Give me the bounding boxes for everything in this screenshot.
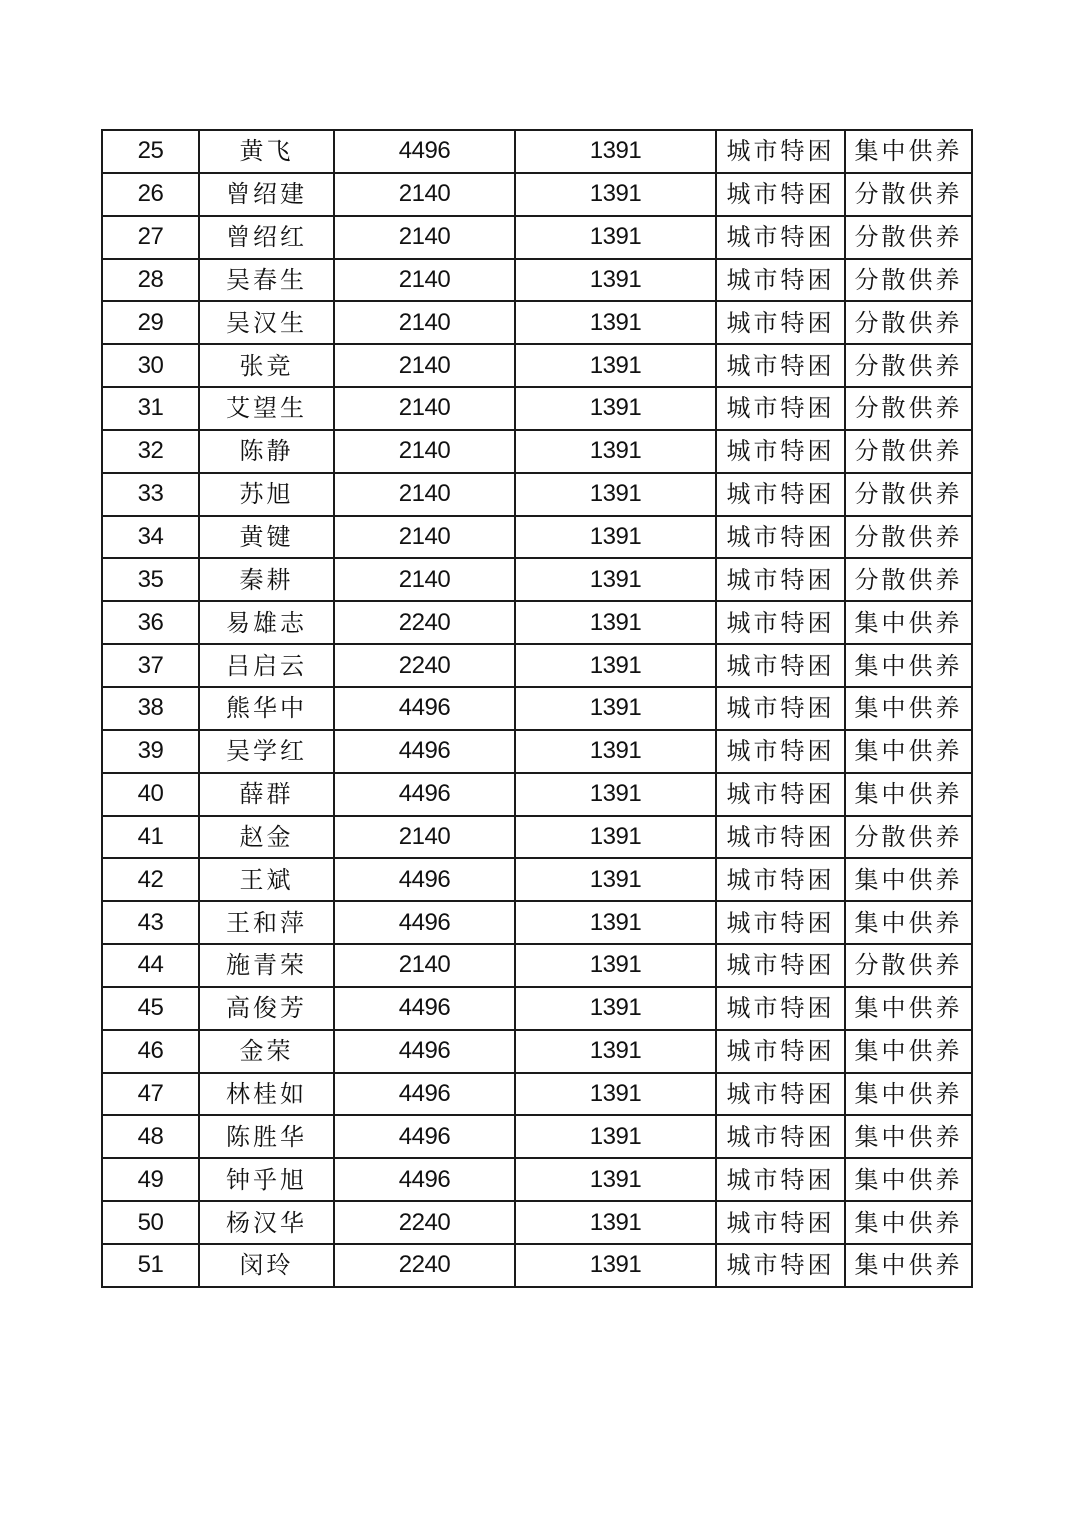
category-cell: 城市特困	[716, 430, 845, 473]
row-number-cell: 37	[102, 644, 199, 687]
name-cell: 闵玲	[199, 1244, 334, 1287]
support-mode-cell: 集中供养	[845, 1158, 972, 1201]
support-mode-cell: 集中供养	[845, 687, 972, 730]
name-cell: 张竞	[199, 344, 334, 387]
support-mode-cell: 集中供养	[845, 601, 972, 644]
category-cell: 城市特困	[716, 944, 845, 987]
category-cell: 城市特困	[716, 816, 845, 859]
table-row	[102, 687, 972, 730]
category-cell: 城市特困	[716, 301, 845, 344]
table-row	[102, 901, 972, 944]
table-row	[102, 816, 972, 859]
table-row	[102, 601, 972, 644]
amount-a-cell: 4496	[334, 730, 515, 773]
amount-a-cell: 2140	[334, 173, 515, 216]
row-number-cell: 31	[102, 387, 199, 430]
amount-a-cell: 2140	[334, 216, 515, 259]
name-cell: 黄飞	[199, 130, 334, 173]
amount-a-cell: 2240	[334, 1201, 515, 1244]
row-number-cell: 34	[102, 516, 199, 559]
row-number-cell: 47	[102, 1073, 199, 1116]
support-mode-cell: 集中供养	[845, 1073, 972, 1116]
name-cell: 吕启云	[199, 644, 334, 687]
name-cell: 林桂如	[199, 1073, 334, 1116]
table-row	[102, 644, 972, 687]
row-number-cell: 28	[102, 259, 199, 302]
support-mode-cell: 集中供养	[845, 1115, 972, 1158]
name-cell: 曾绍建	[199, 173, 334, 216]
table-row	[102, 1073, 972, 1116]
amount-b-cell: 1391	[515, 259, 716, 302]
amount-b-cell: 1391	[515, 1030, 716, 1073]
amount-a-cell: 4496	[334, 987, 515, 1030]
category-cell: 城市特困	[716, 130, 845, 173]
category-cell: 城市特困	[716, 987, 845, 1030]
amount-b-cell: 1391	[515, 901, 716, 944]
roster-table-body	[102, 130, 972, 1287]
category-cell: 城市特困	[716, 730, 845, 773]
amount-a-cell: 4496	[334, 1158, 515, 1201]
table-row	[102, 1201, 972, 1244]
table-row	[102, 387, 972, 430]
table-row	[102, 1030, 972, 1073]
amount-a-cell: 2140	[334, 344, 515, 387]
table-row	[102, 558, 972, 601]
table-row	[102, 301, 972, 344]
amount-a-cell: 4496	[334, 1030, 515, 1073]
amount-b-cell: 1391	[515, 773, 716, 816]
amount-b-cell: 1391	[515, 601, 716, 644]
category-cell: 城市特困	[716, 644, 845, 687]
name-cell: 王斌	[199, 858, 334, 901]
category-cell: 城市特困	[716, 601, 845, 644]
name-cell: 杨汉华	[199, 1201, 334, 1244]
name-cell: 薛群	[199, 773, 334, 816]
support-mode-cell: 集中供养	[845, 730, 972, 773]
support-mode-cell: 集中供养	[845, 1201, 972, 1244]
name-cell: 赵金	[199, 816, 334, 859]
amount-b-cell: 1391	[515, 1115, 716, 1158]
row-number-cell: 35	[102, 558, 199, 601]
table-row	[102, 430, 972, 473]
amount-a-cell: 4496	[334, 1115, 515, 1158]
table-row	[102, 1158, 972, 1201]
row-number-cell: 43	[102, 901, 199, 944]
support-mode-cell: 分散供养	[845, 387, 972, 430]
table-row	[102, 730, 972, 773]
category-cell: 城市特困	[716, 1244, 845, 1287]
table-row	[102, 944, 972, 987]
row-number-cell: 40	[102, 773, 199, 816]
amount-a-cell: 2140	[334, 558, 515, 601]
amount-b-cell: 1391	[515, 473, 716, 516]
table-row	[102, 259, 972, 302]
row-number-cell: 45	[102, 987, 199, 1030]
amount-b-cell: 1391	[515, 301, 716, 344]
row-number-cell: 26	[102, 173, 199, 216]
row-number-cell: 50	[102, 1201, 199, 1244]
support-mode-cell: 分散供养	[845, 944, 972, 987]
amount-b-cell: 1391	[515, 216, 716, 259]
support-mode-cell: 集中供养	[845, 1244, 972, 1287]
name-cell: 秦耕	[199, 558, 334, 601]
amount-a-cell: 2140	[334, 430, 515, 473]
amount-b-cell: 1391	[515, 816, 716, 859]
amount-a-cell: 2240	[334, 644, 515, 687]
amount-a-cell: 4496	[334, 130, 515, 173]
row-number-cell: 46	[102, 1030, 199, 1073]
support-mode-cell: 分散供养	[845, 558, 972, 601]
support-mode-cell: 分散供养	[845, 344, 972, 387]
name-cell: 黄键	[199, 516, 334, 559]
row-number-cell: 49	[102, 1158, 199, 1201]
name-cell: 熊华中	[199, 687, 334, 730]
name-cell: 钟乎旭	[199, 1158, 334, 1201]
category-cell: 城市特困	[716, 473, 845, 516]
category-cell: 城市特困	[716, 687, 845, 730]
category-cell: 城市特困	[716, 1073, 845, 1116]
amount-b-cell: 1391	[515, 1201, 716, 1244]
support-mode-cell: 分散供养	[845, 473, 972, 516]
row-number-cell: 44	[102, 944, 199, 987]
table-row	[102, 987, 972, 1030]
name-cell: 陈胜华	[199, 1115, 334, 1158]
amount-a-cell: 2140	[334, 473, 515, 516]
roster-table	[101, 129, 973, 1288]
table-row	[102, 516, 972, 559]
amount-b-cell: 1391	[515, 430, 716, 473]
name-cell: 艾望生	[199, 387, 334, 430]
row-number-cell: 29	[102, 301, 199, 344]
amount-a-cell: 4496	[334, 901, 515, 944]
table-row	[102, 130, 972, 173]
amount-b-cell: 1391	[515, 687, 716, 730]
name-cell: 金荣	[199, 1030, 334, 1073]
amount-b-cell: 1391	[515, 558, 716, 601]
support-mode-cell: 集中供养	[845, 1030, 972, 1073]
support-mode-cell: 集中供养	[845, 644, 972, 687]
amount-a-cell: 2140	[334, 516, 515, 559]
name-cell: 吴春生	[199, 259, 334, 302]
table-row	[102, 858, 972, 901]
support-mode-cell: 分散供养	[845, 259, 972, 302]
support-mode-cell: 分散供养	[845, 516, 972, 559]
amount-a-cell: 2140	[334, 259, 515, 302]
row-number-cell: 27	[102, 216, 199, 259]
row-number-cell: 32	[102, 430, 199, 473]
category-cell: 城市特困	[716, 1115, 845, 1158]
name-cell: 吴汉生	[199, 301, 334, 344]
amount-b-cell: 1391	[515, 1073, 716, 1116]
support-mode-cell: 集中供养	[845, 773, 972, 816]
amount-a-cell: 4496	[334, 687, 515, 730]
support-mode-cell: 集中供养	[845, 130, 972, 173]
amount-a-cell: 2140	[334, 944, 515, 987]
amount-a-cell: 2140	[334, 301, 515, 344]
amount-a-cell: 2240	[334, 1244, 515, 1287]
amount-b-cell: 1391	[515, 858, 716, 901]
amount-b-cell: 1391	[515, 644, 716, 687]
name-cell: 施青荣	[199, 944, 334, 987]
row-number-cell: 38	[102, 687, 199, 730]
category-cell: 城市特困	[716, 1158, 845, 1201]
support-mode-cell: 分散供养	[845, 173, 972, 216]
amount-b-cell: 1391	[515, 1244, 716, 1287]
amount-b-cell: 1391	[515, 130, 716, 173]
category-cell: 城市特困	[716, 858, 845, 901]
name-cell: 曾绍红	[199, 216, 334, 259]
document-page	[101, 129, 973, 1288]
amount-b-cell: 1391	[515, 387, 716, 430]
row-number-cell: 51	[102, 1244, 199, 1287]
category-cell: 城市特困	[716, 773, 845, 816]
row-number-cell: 48	[102, 1115, 199, 1158]
table-row	[102, 173, 972, 216]
support-mode-cell: 分散供养	[845, 301, 972, 344]
row-number-cell: 39	[102, 730, 199, 773]
support-mode-cell: 集中供养	[845, 858, 972, 901]
row-number-cell: 30	[102, 344, 199, 387]
amount-b-cell: 1391	[515, 1158, 716, 1201]
amount-a-cell: 4496	[334, 773, 515, 816]
row-number-cell: 36	[102, 601, 199, 644]
name-cell: 王和萍	[199, 901, 334, 944]
table-row	[102, 773, 972, 816]
category-cell: 城市特困	[716, 216, 845, 259]
amount-a-cell: 2240	[334, 601, 515, 644]
amount-a-cell: 2140	[334, 387, 515, 430]
amount-a-cell: 2140	[334, 816, 515, 859]
amount-b-cell: 1391	[515, 516, 716, 559]
table-row	[102, 473, 972, 516]
name-cell: 陈静	[199, 430, 334, 473]
support-mode-cell: 分散供养	[845, 216, 972, 259]
category-cell: 城市特困	[716, 387, 845, 430]
amount-b-cell: 1391	[515, 344, 716, 387]
name-cell: 吴学红	[199, 730, 334, 773]
category-cell: 城市特困	[716, 1030, 845, 1073]
amount-a-cell: 4496	[334, 858, 515, 901]
table-row	[102, 344, 972, 387]
row-number-cell: 33	[102, 473, 199, 516]
category-cell: 城市特困	[716, 1201, 845, 1244]
category-cell: 城市特困	[716, 344, 845, 387]
amount-a-cell: 4496	[334, 1073, 515, 1116]
category-cell: 城市特困	[716, 901, 845, 944]
row-number-cell: 41	[102, 816, 199, 859]
amount-b-cell: 1391	[515, 730, 716, 773]
name-cell: 苏旭	[199, 473, 334, 516]
support-mode-cell: 集中供养	[845, 987, 972, 1030]
amount-b-cell: 1391	[515, 173, 716, 216]
category-cell: 城市特困	[716, 558, 845, 601]
support-mode-cell: 分散供养	[845, 816, 972, 859]
name-cell: 高俊芳	[199, 987, 334, 1030]
name-cell: 易雄志	[199, 601, 334, 644]
table-row	[102, 1115, 972, 1158]
table-row	[102, 216, 972, 259]
support-mode-cell: 集中供养	[845, 901, 972, 944]
row-number-cell: 42	[102, 858, 199, 901]
amount-b-cell: 1391	[515, 944, 716, 987]
amount-b-cell: 1391	[515, 987, 716, 1030]
category-cell: 城市特困	[716, 173, 845, 216]
support-mode-cell: 分散供养	[845, 430, 972, 473]
table-row	[102, 1244, 972, 1287]
row-number-cell: 25	[102, 130, 199, 173]
category-cell: 城市特困	[716, 516, 845, 559]
category-cell: 城市特困	[716, 259, 845, 302]
